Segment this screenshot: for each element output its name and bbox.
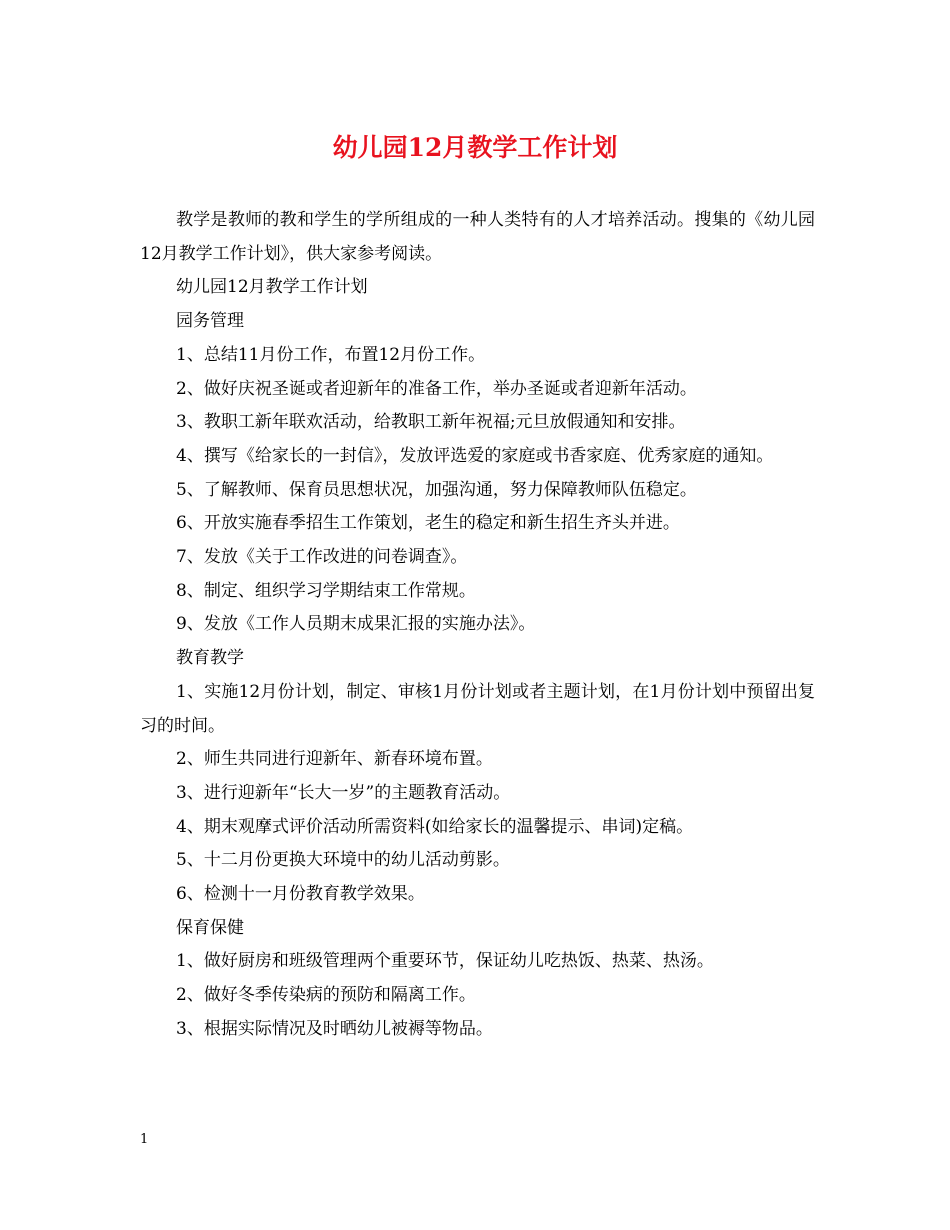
list-item: 2、师生共同进行迎新年、新春环境布置。 [176,749,493,770]
list-item: 4、期末观摩式评价活动所需资料(如给家长的温馨提示、串词)定稿。 [176,816,694,837]
list-item: 5、十二月份更换大环境中的幼儿活动剪影。 [176,850,510,871]
list-item: 6、检测十一月份教育教学效果。 [176,884,425,905]
list-item: 2、做好冬季传染病的预防和隔离工作。 [176,985,476,1006]
page-number: 1 [140,1132,149,1147]
plan-subtitle: 幼儿园12月教学工作计划 [176,277,368,298]
list-item: 3、进行迎新年“长大一岁”的主题教育活动。 [176,782,511,803]
list-item: 8、制定、组织学习学期结束工作常规。 [176,580,476,601]
document-title: 幼儿园12月教学工作计划 [332,133,618,162]
list-item: 1、总结11月份工作，布置12月份工作。 [176,344,486,365]
section-heading-management: 园务管理 [176,311,244,332]
section-heading-teaching: 教育教学 [176,648,244,669]
list-item: 7、发放《关于工作改进的问卷调查》。 [176,547,468,568]
section-heading-health: 保育保健 [176,917,244,938]
document-body [140,204,815,1047]
list-item: 9、发放《工作人员期末成果汇报的实施办法》。 [176,614,536,635]
list-item: 1、实施12月份计划，制定、审核1月份计划或者主题计划，在1月份计划中预留出复习的时间。 [140,681,815,736]
list-item: 5、了解教师、保育员思想状况，加强沟通，努力保障教师队伍稳定。 [176,479,697,500]
list-item: 1、做好厨房和班级管理两个重要环节，保证幼儿吃热饭、热菜、热汤。 [176,951,714,972]
list-item: 4、撰写《给家长的一封信》，发放评选爱的家庭或书香家庭、优秀家庭的通知。 [176,445,774,466]
list-item: 3、教职工新年联欢活动，给教职工新年祝福;元旦放假通知和安排。 [176,412,686,433]
list-item: 2、做好庆祝圣诞或者迎新年的准备工作，举办圣诞或者迎新年活动。 [176,378,697,399]
list-item: 6、开放实施春季招生工作策划，老生的稳定和新生招生齐头并进。 [176,513,680,534]
intro-paragraph: 教学是教师的教和学生的学所组成的一种人类特有的人才培养活动。搜集的《幼儿园12月教学工作计划》，供大家参考阅读。 [140,210,815,264]
list-item: 3、根据实际情况及时晒幼儿被褥等物品。 [176,1018,493,1039]
